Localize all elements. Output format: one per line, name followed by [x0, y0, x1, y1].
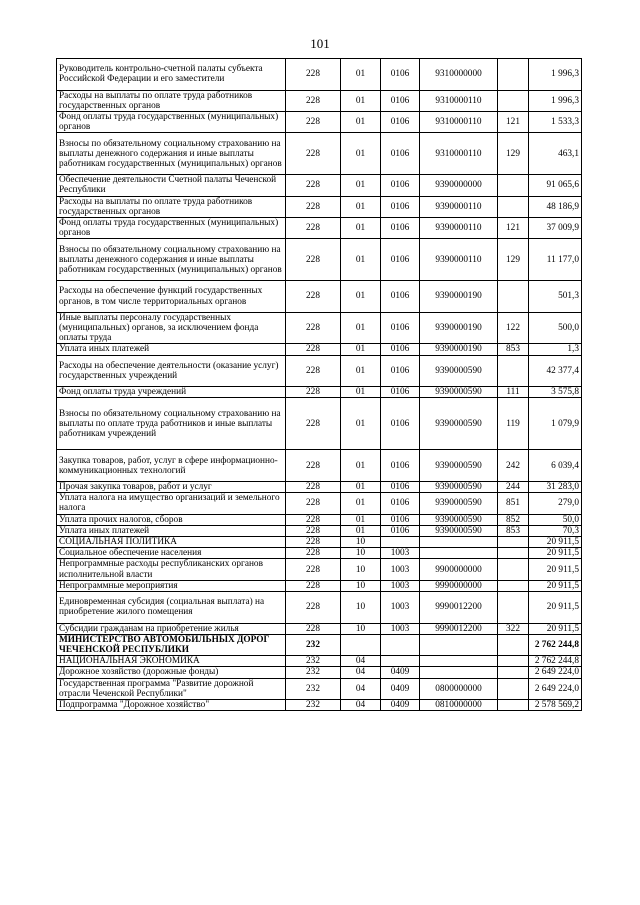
target-article-cell: 0810000000: [420, 700, 498, 711]
section-code-cell: 04: [341, 678, 381, 699]
amount-cell: 31 283,0: [529, 482, 582, 493]
budget-table-body: [57, 59, 582, 711]
table-row: [57, 59, 582, 91]
expense-type-cell: 122: [498, 312, 529, 344]
section-code-cell: 04: [341, 656, 381, 667]
ved-code-cell: 228: [286, 580, 341, 591]
subsection-code-cell: 0106: [381, 355, 420, 387]
ved-code-cell: 228: [286, 344, 341, 355]
section-code-cell: 01: [341, 196, 381, 217]
target-article-cell: 9990000000: [420, 580, 498, 591]
section-code-cell: 01: [341, 525, 381, 536]
target-article-cell: 9990012200: [420, 623, 498, 634]
amount-cell: 1 996,3: [529, 59, 582, 91]
table-row: [57, 355, 582, 387]
expense-type-cell: [498, 537, 529, 548]
target-article-cell: 9390000590: [420, 493, 498, 514]
target-article-cell: 9390000190: [420, 281, 498, 313]
ved-code-cell: 228: [286, 196, 341, 217]
row-name-cell: Социальное обеспечение населения: [57, 548, 286, 559]
subsection-code-cell: 1003: [381, 592, 420, 624]
row-name-cell: МИНИСТЕРСТВО АВТОМОБИЛЬНЫХ ДОРОГ ЧЕЧЕНСКОЙ РЕСПУБЛИКИ: [57, 634, 286, 655]
section-code-cell: 01: [341, 514, 381, 525]
section-code-cell: 10: [341, 592, 381, 624]
table-row: [57, 634, 582, 655]
table-row: [57, 175, 582, 196]
ved-code-cell: 228: [286, 59, 341, 91]
table-row: [57, 623, 582, 634]
subsection-code-cell: 0106: [381, 312, 420, 344]
expense-type-cell: [498, 667, 529, 678]
expense-type-cell: 119: [498, 398, 529, 450]
amount-cell: 70,3: [529, 525, 582, 536]
subsection-code-cell: 0106: [381, 493, 420, 514]
row-name-cell: Прочая закупка товаров, работ и услуг: [57, 482, 286, 493]
row-name-cell: Непрограммные мероприятия: [57, 580, 286, 591]
expense-type-cell: [498, 355, 529, 387]
expense-type-cell: 129: [498, 133, 529, 175]
row-name-cell: Расходы на обеспечение деятельности (оказание услуг) государственных учреждений: [57, 355, 286, 387]
section-code-cell: 01: [341, 218, 381, 239]
row-name-cell: СОЦИАЛЬНАЯ ПОЛИТИКА: [57, 537, 286, 548]
subsection-code-cell: 0106: [381, 525, 420, 536]
target-article-cell: 9390000590: [420, 525, 498, 536]
expense-type-cell: [498, 700, 529, 711]
table-row: [57, 450, 582, 482]
amount-cell: 2 762 244,8: [529, 656, 582, 667]
subsection-code-cell: 1003: [381, 548, 420, 559]
row-name-cell: Государственная программа "Развитие дорожной отрасли Чеченской Республики": [57, 678, 286, 699]
target-article-cell: 9390000590: [420, 398, 498, 450]
ved-code-cell: 228: [286, 387, 341, 398]
amount-cell: 20 911,5: [529, 537, 582, 548]
section-code-cell: 01: [341, 133, 381, 175]
row-name-cell: Фонд оплаты труда учреждений: [57, 387, 286, 398]
amount-cell: 20 911,5: [529, 623, 582, 634]
row-name-cell: Взносы по обязательному социальному страхованию на выплаты денежного содержания и иные выплаты работникам государственных (муниципальных) органов: [57, 239, 286, 281]
subsection-code-cell: 0106: [381, 344, 420, 355]
ved-code-cell: 228: [286, 482, 341, 493]
subsection-code-cell: [381, 537, 420, 548]
row-name-cell: Фонд оплаты труда государственных (муниципальных) органов: [57, 218, 286, 239]
target-article-cell: 9990012200: [420, 592, 498, 624]
subsection-code-cell: 0409: [381, 678, 420, 699]
amount-cell: 1 996,3: [529, 90, 582, 111]
row-name-cell: Закупка товаров, работ, услуг в сфере информационно-коммуникационных технологий: [57, 450, 286, 482]
target-article-cell: 9390000590: [420, 355, 498, 387]
table-row: [57, 196, 582, 217]
ved-code-cell: 228: [286, 623, 341, 634]
section-code-cell: 10: [341, 559, 381, 580]
ved-code-cell: 228: [286, 281, 341, 313]
ved-code-cell: 228: [286, 559, 341, 580]
amount-cell: 20 911,5: [529, 559, 582, 580]
expense-type-cell: [498, 678, 529, 699]
subsection-code-cell: 0106: [381, 59, 420, 91]
expense-type-cell: [498, 281, 529, 313]
section-code-cell: 01: [341, 239, 381, 281]
amount-cell: 3 575,8: [529, 387, 582, 398]
target-article-cell: 9390000590: [420, 514, 498, 525]
section-code-cell: 01: [341, 387, 381, 398]
subsection-code-cell: [381, 656, 420, 667]
amount-cell: 20 911,5: [529, 592, 582, 624]
table-row: [57, 667, 582, 678]
section-code-cell: 10: [341, 580, 381, 591]
subsection-code-cell: 1003: [381, 580, 420, 591]
row-name-cell: Иные выплаты персоналу государственных (муниципальных) органов, за исключением фонда оплаты труда: [57, 312, 286, 344]
expense-type-cell: 244: [498, 482, 529, 493]
ved-code-cell: 228: [286, 537, 341, 548]
section-code-cell: 01: [341, 450, 381, 482]
ved-code-cell: 228: [286, 592, 341, 624]
expense-type-cell: [498, 656, 529, 667]
target-article-cell: 9310000110: [420, 90, 498, 111]
amount-cell: 50,0: [529, 514, 582, 525]
target-article-cell: [420, 548, 498, 559]
expense-type-cell: [498, 175, 529, 196]
row-name-cell: Расходы на выплаты по оплате труда работников государственных органов: [57, 90, 286, 111]
section-code-cell: 04: [341, 667, 381, 678]
amount-cell: 1,3: [529, 344, 582, 355]
table-row: [57, 514, 582, 525]
target-article-cell: 9390000110: [420, 196, 498, 217]
row-name-cell: Уплата налога на имущество организаций и земельного налога: [57, 493, 286, 514]
section-code-cell: 01: [341, 281, 381, 313]
amount-cell: 6 039,4: [529, 450, 582, 482]
subsection-code-cell: 0106: [381, 450, 420, 482]
ved-code-cell: 228: [286, 133, 341, 175]
table-row: [57, 559, 582, 580]
target-article-cell: 9310000000: [420, 59, 498, 91]
ved-code-cell: 228: [286, 312, 341, 344]
expense-type-cell: 111: [498, 387, 529, 398]
expense-type-cell: 852: [498, 514, 529, 525]
ved-code-cell: 232: [286, 634, 341, 655]
table-row: [57, 525, 582, 536]
amount-cell: 2 649 224,0: [529, 667, 582, 678]
row-name-cell: Расходы на выплаты по оплате труда работников государственных органов: [57, 196, 286, 217]
target-article-cell: 9310000110: [420, 133, 498, 175]
section-code-cell: 01: [341, 482, 381, 493]
table-row: [57, 90, 582, 111]
subsection-code-cell: 0106: [381, 218, 420, 239]
target-article-cell: 0800000000: [420, 678, 498, 699]
table-row: [57, 548, 582, 559]
target-article-cell: 9390000190: [420, 344, 498, 355]
table-row: [57, 580, 582, 591]
ved-code-cell: 228: [286, 112, 341, 133]
expense-type-cell: [498, 90, 529, 111]
row-name-cell: Обеспечение деятельности Счетной палаты Чеченской Республики: [57, 175, 286, 196]
expense-type-cell: [498, 592, 529, 624]
table-row: [57, 344, 582, 355]
row-name-cell: Уплата иных платежей: [57, 525, 286, 536]
expense-type-cell: [498, 59, 529, 91]
target-article-cell: [420, 537, 498, 548]
table-row: [57, 398, 582, 450]
budget-table: [56, 58, 582, 711]
table-row: [57, 112, 582, 133]
amount-cell: 2 649 224,0: [529, 678, 582, 699]
target-article-cell: 9390000110: [420, 239, 498, 281]
ved-code-cell: 232: [286, 700, 341, 711]
subsection-code-cell: 0106: [381, 133, 420, 175]
row-name-cell: Непрограммные расходы республиканских органов исполнительной власти: [57, 559, 286, 580]
section-code-cell: 01: [341, 398, 381, 450]
section-code-cell: [341, 634, 381, 655]
table-row: [57, 592, 582, 624]
amount-cell: 1 533,3: [529, 112, 582, 133]
expense-type-cell: [498, 548, 529, 559]
target-article-cell: 9390000590: [420, 450, 498, 482]
subsection-code-cell: 1003: [381, 623, 420, 634]
expense-type-cell: 853: [498, 525, 529, 536]
target-article-cell: [420, 667, 498, 678]
section-code-cell: 10: [341, 623, 381, 634]
target-article-cell: 9390000190: [420, 312, 498, 344]
page-number: 101: [310, 36, 330, 51]
table-row: [57, 312, 582, 344]
table-row: [57, 678, 582, 699]
target-article-cell: 9390000110: [420, 218, 498, 239]
expense-type-cell: 242: [498, 450, 529, 482]
row-name-cell: Взносы по обязательному социальному страхованию на выплаты денежного содержания и иные выплаты работникам государственных (муниципальных) органов: [57, 133, 286, 175]
row-name-cell: Единовременная субсидия (социальная выплата) на приобретение жилого помещения: [57, 592, 286, 624]
section-code-cell: 01: [341, 312, 381, 344]
ved-code-cell: 228: [286, 493, 341, 514]
expense-type-cell: 121: [498, 112, 529, 133]
section-code-cell: 01: [341, 344, 381, 355]
table-row: [57, 537, 582, 548]
expense-type-cell: 129: [498, 239, 529, 281]
subsection-code-cell: 0106: [381, 398, 420, 450]
amount-cell: 500,0: [529, 312, 582, 344]
amount-cell: 11 177,0: [529, 239, 582, 281]
amount-cell: 20 911,5: [529, 548, 582, 559]
row-name-cell: Подпрограмма "Дорожное хозяйство": [57, 700, 286, 711]
target-article-cell: [420, 656, 498, 667]
expense-type-cell: 121: [498, 218, 529, 239]
subsection-code-cell: 0106: [381, 482, 420, 493]
subsection-code-cell: 0106: [381, 112, 420, 133]
amount-cell: 42 377,4: [529, 355, 582, 387]
expense-type-cell: 851: [498, 493, 529, 514]
row-name-cell: Руководитель контрольно-счетной палаты субъекта Российской Федерации и его заместители: [57, 59, 286, 91]
table-row: [57, 493, 582, 514]
subsection-code-cell: 0409: [381, 667, 420, 678]
amount-cell: 37 009,9: [529, 218, 582, 239]
expense-type-cell: 322: [498, 623, 529, 634]
subsection-code-cell: [381, 634, 420, 655]
target-article-cell: 9390000590: [420, 482, 498, 493]
subsection-code-cell: 0106: [381, 239, 420, 281]
target-article-cell: [420, 634, 498, 655]
amount-cell: 48 186,9: [529, 196, 582, 217]
target-article-cell: 9390000000: [420, 175, 498, 196]
amount-cell: 20 911,5: [529, 580, 582, 591]
target-article-cell: 9310000110: [420, 112, 498, 133]
table-row: [57, 239, 582, 281]
section-code-cell: 01: [341, 59, 381, 91]
amount-cell: 91 065,6: [529, 175, 582, 196]
amount-cell: 501,3: [529, 281, 582, 313]
section-code-cell: 01: [341, 90, 381, 111]
amount-cell: 463,1: [529, 133, 582, 175]
ved-code-cell: 228: [286, 398, 341, 450]
subsection-code-cell: 0106: [381, 281, 420, 313]
row-name-cell: Взносы по обязательному социальному страхованию на выплаты по оплате труда работников и иные выплаты работникам учреждений: [57, 398, 286, 450]
expense-type-cell: 853: [498, 344, 529, 355]
ved-code-cell: 228: [286, 218, 341, 239]
ved-code-cell: 228: [286, 239, 341, 281]
row-name-cell: Субсидии гражданам на приобретение жилья: [57, 623, 286, 634]
section-code-cell: 01: [341, 175, 381, 196]
table-row: [57, 218, 582, 239]
subsection-code-cell: 0106: [381, 175, 420, 196]
table-row: [57, 700, 582, 711]
expense-type-cell: [498, 559, 529, 580]
section-code-cell: 01: [341, 112, 381, 133]
table-row: [57, 482, 582, 493]
target-article-cell: 9900000000: [420, 559, 498, 580]
amount-cell: 279,0: [529, 493, 582, 514]
row-name-cell: НАЦИОНАЛЬНАЯ ЭКОНОМИКА: [57, 656, 286, 667]
table-row: [57, 387, 582, 398]
row-name-cell: Фонд оплаты труда государственных (муниципальных) органов: [57, 112, 286, 133]
expense-type-cell: [498, 196, 529, 217]
ved-code-cell: 228: [286, 450, 341, 482]
expense-type-cell: [498, 634, 529, 655]
ved-code-cell: 228: [286, 548, 341, 559]
subsection-code-cell: 0409: [381, 700, 420, 711]
ved-code-cell: 228: [286, 175, 341, 196]
ved-code-cell: 228: [286, 525, 341, 536]
expense-type-cell: [498, 580, 529, 591]
row-name-cell: Расходы на обеспечение функций государственных органов, в том числе территориальных органов: [57, 281, 286, 313]
ved-code-cell: 228: [286, 514, 341, 525]
section-code-cell: 10: [341, 537, 381, 548]
amount-cell: 2 762 244,8: [529, 634, 582, 655]
subsection-code-cell: 0106: [381, 196, 420, 217]
section-code-cell: 10: [341, 548, 381, 559]
ved-code-cell: 232: [286, 678, 341, 699]
subsection-code-cell: 0106: [381, 514, 420, 525]
table-row: [57, 656, 582, 667]
amount-cell: 1 079,9: [529, 398, 582, 450]
row-name-cell: Уплата прочих налогов, сборов: [57, 514, 286, 525]
section-code-cell: 01: [341, 355, 381, 387]
ved-code-cell: 232: [286, 667, 341, 678]
row-name-cell: Уплата иных платежей: [57, 344, 286, 355]
table-row: [57, 281, 582, 313]
row-name-cell: Дорожное хозяйство (дорожные фонды): [57, 667, 286, 678]
section-code-cell: 01: [341, 493, 381, 514]
subsection-code-cell: 0106: [381, 90, 420, 111]
subsection-code-cell: 1003: [381, 559, 420, 580]
amount-cell: 2 578 569,2: [529, 700, 582, 711]
table-row: [57, 133, 582, 175]
target-article-cell: 9390000590: [420, 387, 498, 398]
ved-code-cell: 228: [286, 90, 341, 111]
subsection-code-cell: 0106: [381, 387, 420, 398]
ved-code-cell: 232: [286, 656, 341, 667]
section-code-cell: 04: [341, 700, 381, 711]
ved-code-cell: 228: [286, 355, 341, 387]
